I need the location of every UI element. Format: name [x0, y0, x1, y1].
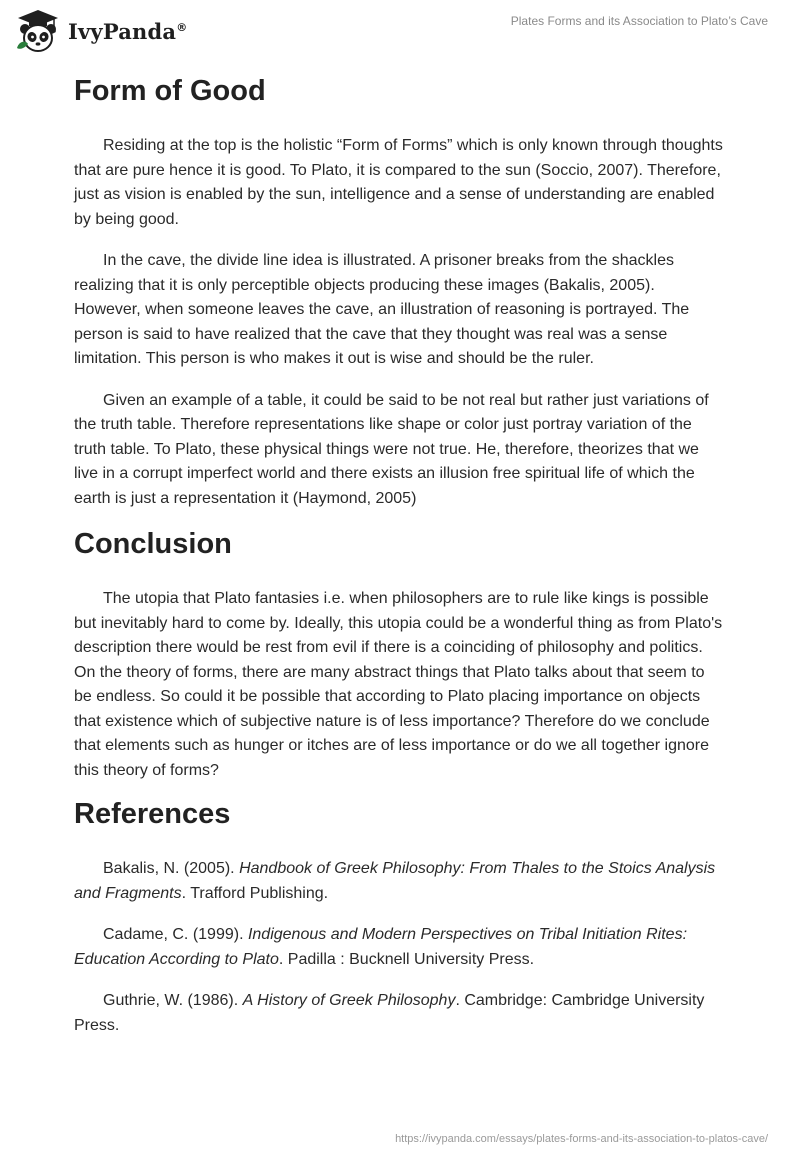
reference-author: Bakalis, N. (2005).: [103, 860, 240, 877]
essay-content: [74, 70, 724, 1038]
section-form-of-good: [74, 70, 724, 511]
brand-text: IvyPanda: [68, 18, 177, 44]
reference-title: A History of Greek Philosophy: [242, 992, 456, 1009]
paragraph: The utopia that Plato fantasies i.e. when philosophers are to rule like kings is possible but inevitably hard to come by. Ideally, this utopia could be a wonderful thing as from Plato's description there would be rest from evil if there is a coinciding of philosophy and politics. On the theory of forms, there are many abstract things that Plato talks about that seem to be endless. So could it be possible that according to Plato placing importance on objects that existence which of subjective nature is of less importance? Therefore do we conclude that elements such as hunger or itches are of less importance or do we all together ignore this theory of forms?: [74, 590, 723, 779]
reference-publisher: . Trafford Publishing.: [181, 884, 329, 902]
brand-name: [68, 19, 187, 44]
reference-publisher: . Cambridge: Cambridge University Press.: [74, 992, 705, 1034]
reference-title: Handbook of Greek Philosophy: From Thales to the Stoics Analysis and Fragments: [74, 860, 716, 902]
ivypanda-logo[interactable]: [14, 8, 187, 54]
source-url[interactable]: https://ivypanda.com/essays/plates-forms-and-its-association-to-platos-cave/: [395, 1133, 768, 1145]
reference-item: [74, 989, 724, 1038]
reference-item: [74, 857, 724, 906]
reference-title: Indigenous and Modern Perspectives on Tribal Initiation Rites: Education According to Plato: [74, 926, 688, 968]
section-conclusion: [74, 523, 724, 783]
reference-item: [74, 923, 724, 972]
reference-publisher: . Padilla : Bucknell University Press.: [278, 950, 535, 968]
heading-references: References: [74, 798, 231, 830]
document-title: Plates Forms and its Association to Plato’s Cave: [510, 14, 768, 28]
paragraph: In the cave, the divide line idea is illustrated. A prisoner breaks from the shackles realizing that it is only perceptible objects producing these images (Bakalis, 2005). However, when someone leaves the cave, an illustration of reasoning is portrayed. The person is said to have realized that the cave that they thought was real was a sense limitation. This person is who makes it out is wise and should be the ruler.: [74, 252, 690, 367]
reference-author: Cadame, C. (1999).: [103, 926, 248, 943]
registered-mark: ®: [176, 20, 188, 34]
paragraph: Residing at the top is the holistic “Form of Forms” which is only known through thoughts that are pure hence it is good. To Plato, it is compared to the sun (Soccio, 2007). Therefore, just as vision is enabled by the sun, intelligence and a sense of understanding are enabled by being good.: [74, 137, 723, 228]
reference-author: Guthrie, W. (1986).: [103, 992, 243, 1009]
page-header: [0, 0, 800, 60]
heading-conclusion: Conclusion: [74, 528, 232, 560]
panda-logo-icon: [14, 8, 62, 54]
section-references: [74, 793, 724, 1038]
heading-form-of-good: Form of Good: [74, 75, 266, 107]
paragraph: Given an example of a table, it could be said to be not real but rather just variations of the truth table. Therefore representations like shape or color just portray variation of the truth table. To Plato, these physical things were not true. He, therefore, theorizes that we live in a corrupt imperfect world and there exists an illusion free spiritual life of which the earth is just a representation it (Haymond, 2005): [74, 391, 709, 507]
